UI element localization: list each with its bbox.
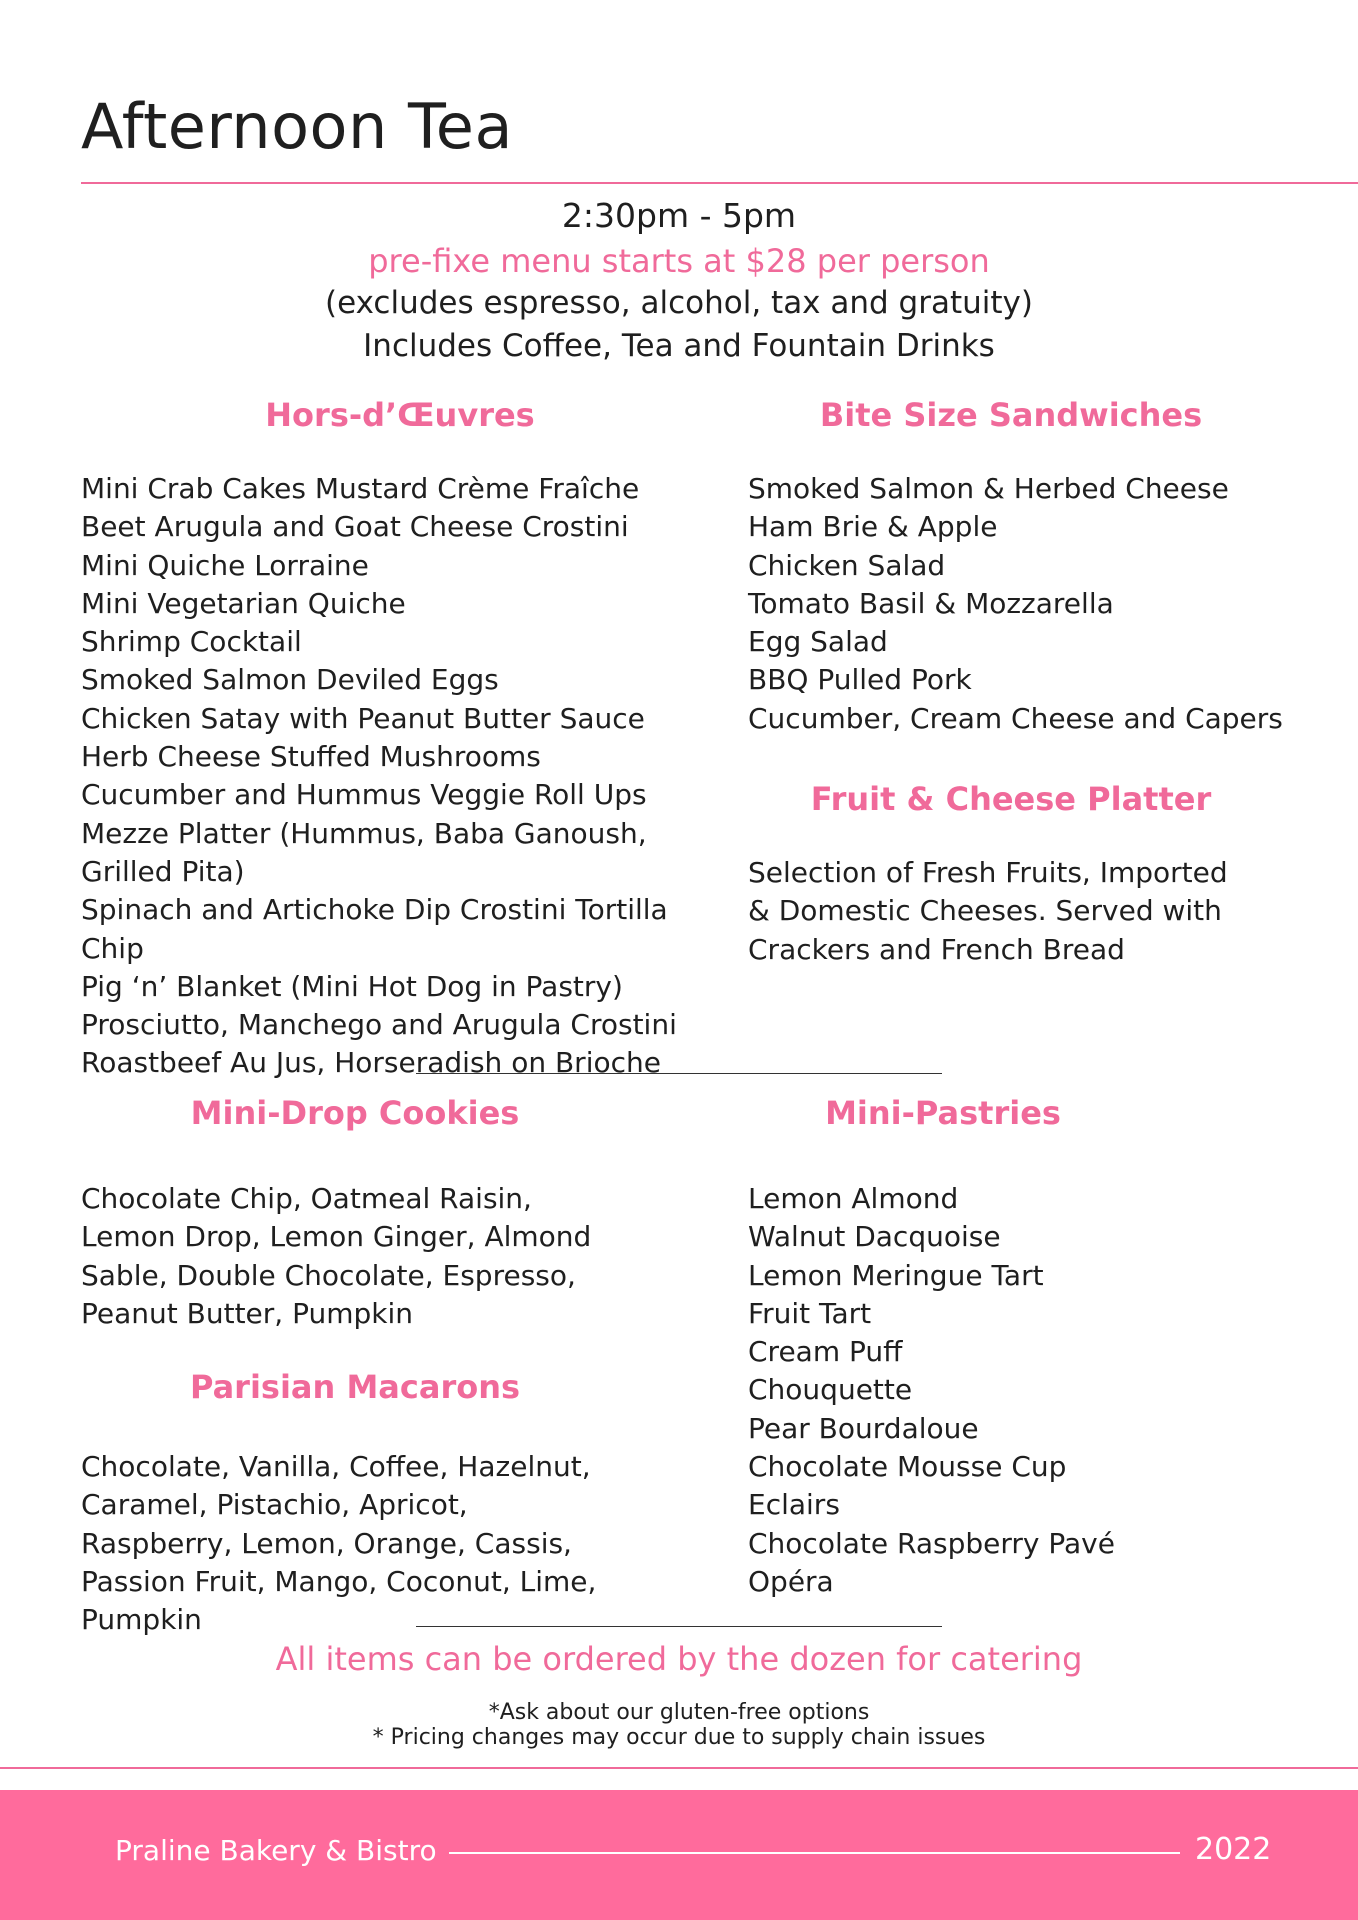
sandwiches-list [748, 470, 1308, 738]
list-item: Mini Quiche Lorraine [81, 548, 369, 582]
list-item: Mezze Platter (Hummus, Baba Ganoush, Grilled Pita) [81, 816, 647, 888]
footer-bar [0, 1790, 1358, 1920]
list-item: Chocolate Mousse Cup [748, 1450, 1067, 1484]
fruit-cheese-description: Selection of Fresh Fruits, Imported & Domestic Cheeses. Served with Crackers and French Bread [748, 856, 1228, 966]
section-title-sandwiches: Bite Size Sandwiches [819, 396, 1203, 434]
list-item: Beet Arugula and Goat Cheese Crostini [81, 510, 629, 544]
list-item: Smoked Salmon Deviled Eggs [81, 663, 499, 697]
macarons-description: Chocolate, Vanilla, Coffee, Hazelnut, Caramel, Pistachio, Apricot, Raspberry, Lemon, Orange, Cassis, Passion Fruit, Mango, Coconut, Lime, Pumpkin [81, 1450, 597, 1637]
middle-divider [416, 1073, 942, 1074]
list-item: Lemon Almond [748, 1182, 959, 1215]
list-item: Walnut Dacquoise [748, 1220, 1001, 1254]
list-item: Lemon Meringue Tart [748, 1258, 1044, 1292]
list-item: Ham Brie & Apple [748, 510, 998, 544]
list-item: Pig ‘n’ Blanket (Mini Hot Dog in Pastry) [81, 969, 623, 1003]
list-item: Chicken Salad [748, 548, 946, 582]
section-title-macarons: Parisian Macarons [189, 1368, 521, 1406]
includes-note: Includes Coffee, Tea and Fountain Drinks [363, 328, 995, 364]
top-divider [81, 182, 1358, 184]
list-item: Smoked Salmon & Herbed Cheese [748, 472, 1229, 505]
hours: 2:30pm - 5pm [561, 196, 797, 235]
list-item: Mini Vegetarian Quiche [81, 586, 406, 620]
list-item: Roastbeef Au Jus, Horseradish on Brioche [81, 1046, 661, 1080]
catering-note: All items can be ordered by the dozen for catering [275, 1640, 1083, 1678]
list-item: Opéra [748, 1564, 834, 1598]
footer-business-name: Praline Bakery & Bistro [115, 1834, 437, 1867]
list-item: Chouquette [748, 1373, 913, 1407]
section-title-hors-doeuvres: Hors-d’Œuvres [265, 396, 535, 434]
list-item: Mini Crab Cakes Mustard Crème Fraîche [81, 472, 640, 505]
list-item: Fruit Tart [748, 1296, 872, 1330]
section-title-cookies: Mini-Drop Cookies [190, 1094, 520, 1132]
list-item: Cream Puff [748, 1335, 903, 1369]
list-item: Cucumber and Hummus Veggie Roll Ups [81, 778, 647, 812]
list-item: Chocolate Raspberry Pavé [748, 1526, 1115, 1560]
list-item: Prosciutto, Manchego and Arugula Crostini [81, 1008, 677, 1042]
hors-doeuvres-list [81, 470, 721, 1083]
list-item: Shrimp Cocktail [81, 625, 302, 659]
list-item: Eclairs [748, 1488, 840, 1522]
section-title-fruit-cheese: Fruit & Cheese Platter [810, 780, 1212, 818]
list-item: Tomato Basil & Mozzarella [748, 586, 1114, 620]
footnotes [0, 1700, 1358, 1750]
page-title: Afternoon Tea [81, 90, 513, 163]
list-item: Spinach and Artichoke Dip Crostini Tortilla Chip [81, 893, 668, 965]
list-item: BBQ Pulled Pork [748, 663, 972, 697]
cookies-description: Chocolate Chip, Oatmeal Raisin, Lemon Drop, Lemon Ginger, Almond Sable, Double Chocolate, Espresso, Peanut Butter, Pumpkin [81, 1182, 592, 1330]
list-item: Pear Bourdaloue [748, 1411, 979, 1445]
excludes-note: (excludes espresso, alcohol, tax and gratuity) [324, 285, 1033, 321]
list-item: Cucumber, Cream Cheese and Capers [748, 701, 1283, 735]
gluten-free-note: *Ask about our gluten-free options [488, 1700, 870, 1725]
pastries-list [748, 1180, 1308, 1601]
list-item: Egg Salad [748, 625, 888, 659]
footer-line [449, 1852, 1180, 1854]
pricing-note: * Pricing changes may occur due to supply chain issues [372, 1725, 986, 1750]
prefixe-price: pre-fixe menu starts at $28 per person [368, 242, 990, 280]
lower-divider [416, 1626, 942, 1627]
list-item: Herb Cheese Stuffed Mushrooms [81, 740, 541, 774]
footer-year: 2022 [1195, 1832, 1272, 1867]
bottom-divider [0, 1767, 1358, 1769]
list-item: Chicken Satay with Peanut Butter Sauce [81, 701, 645, 735]
section-title-pastries: Mini-Pastries [825, 1094, 1061, 1132]
